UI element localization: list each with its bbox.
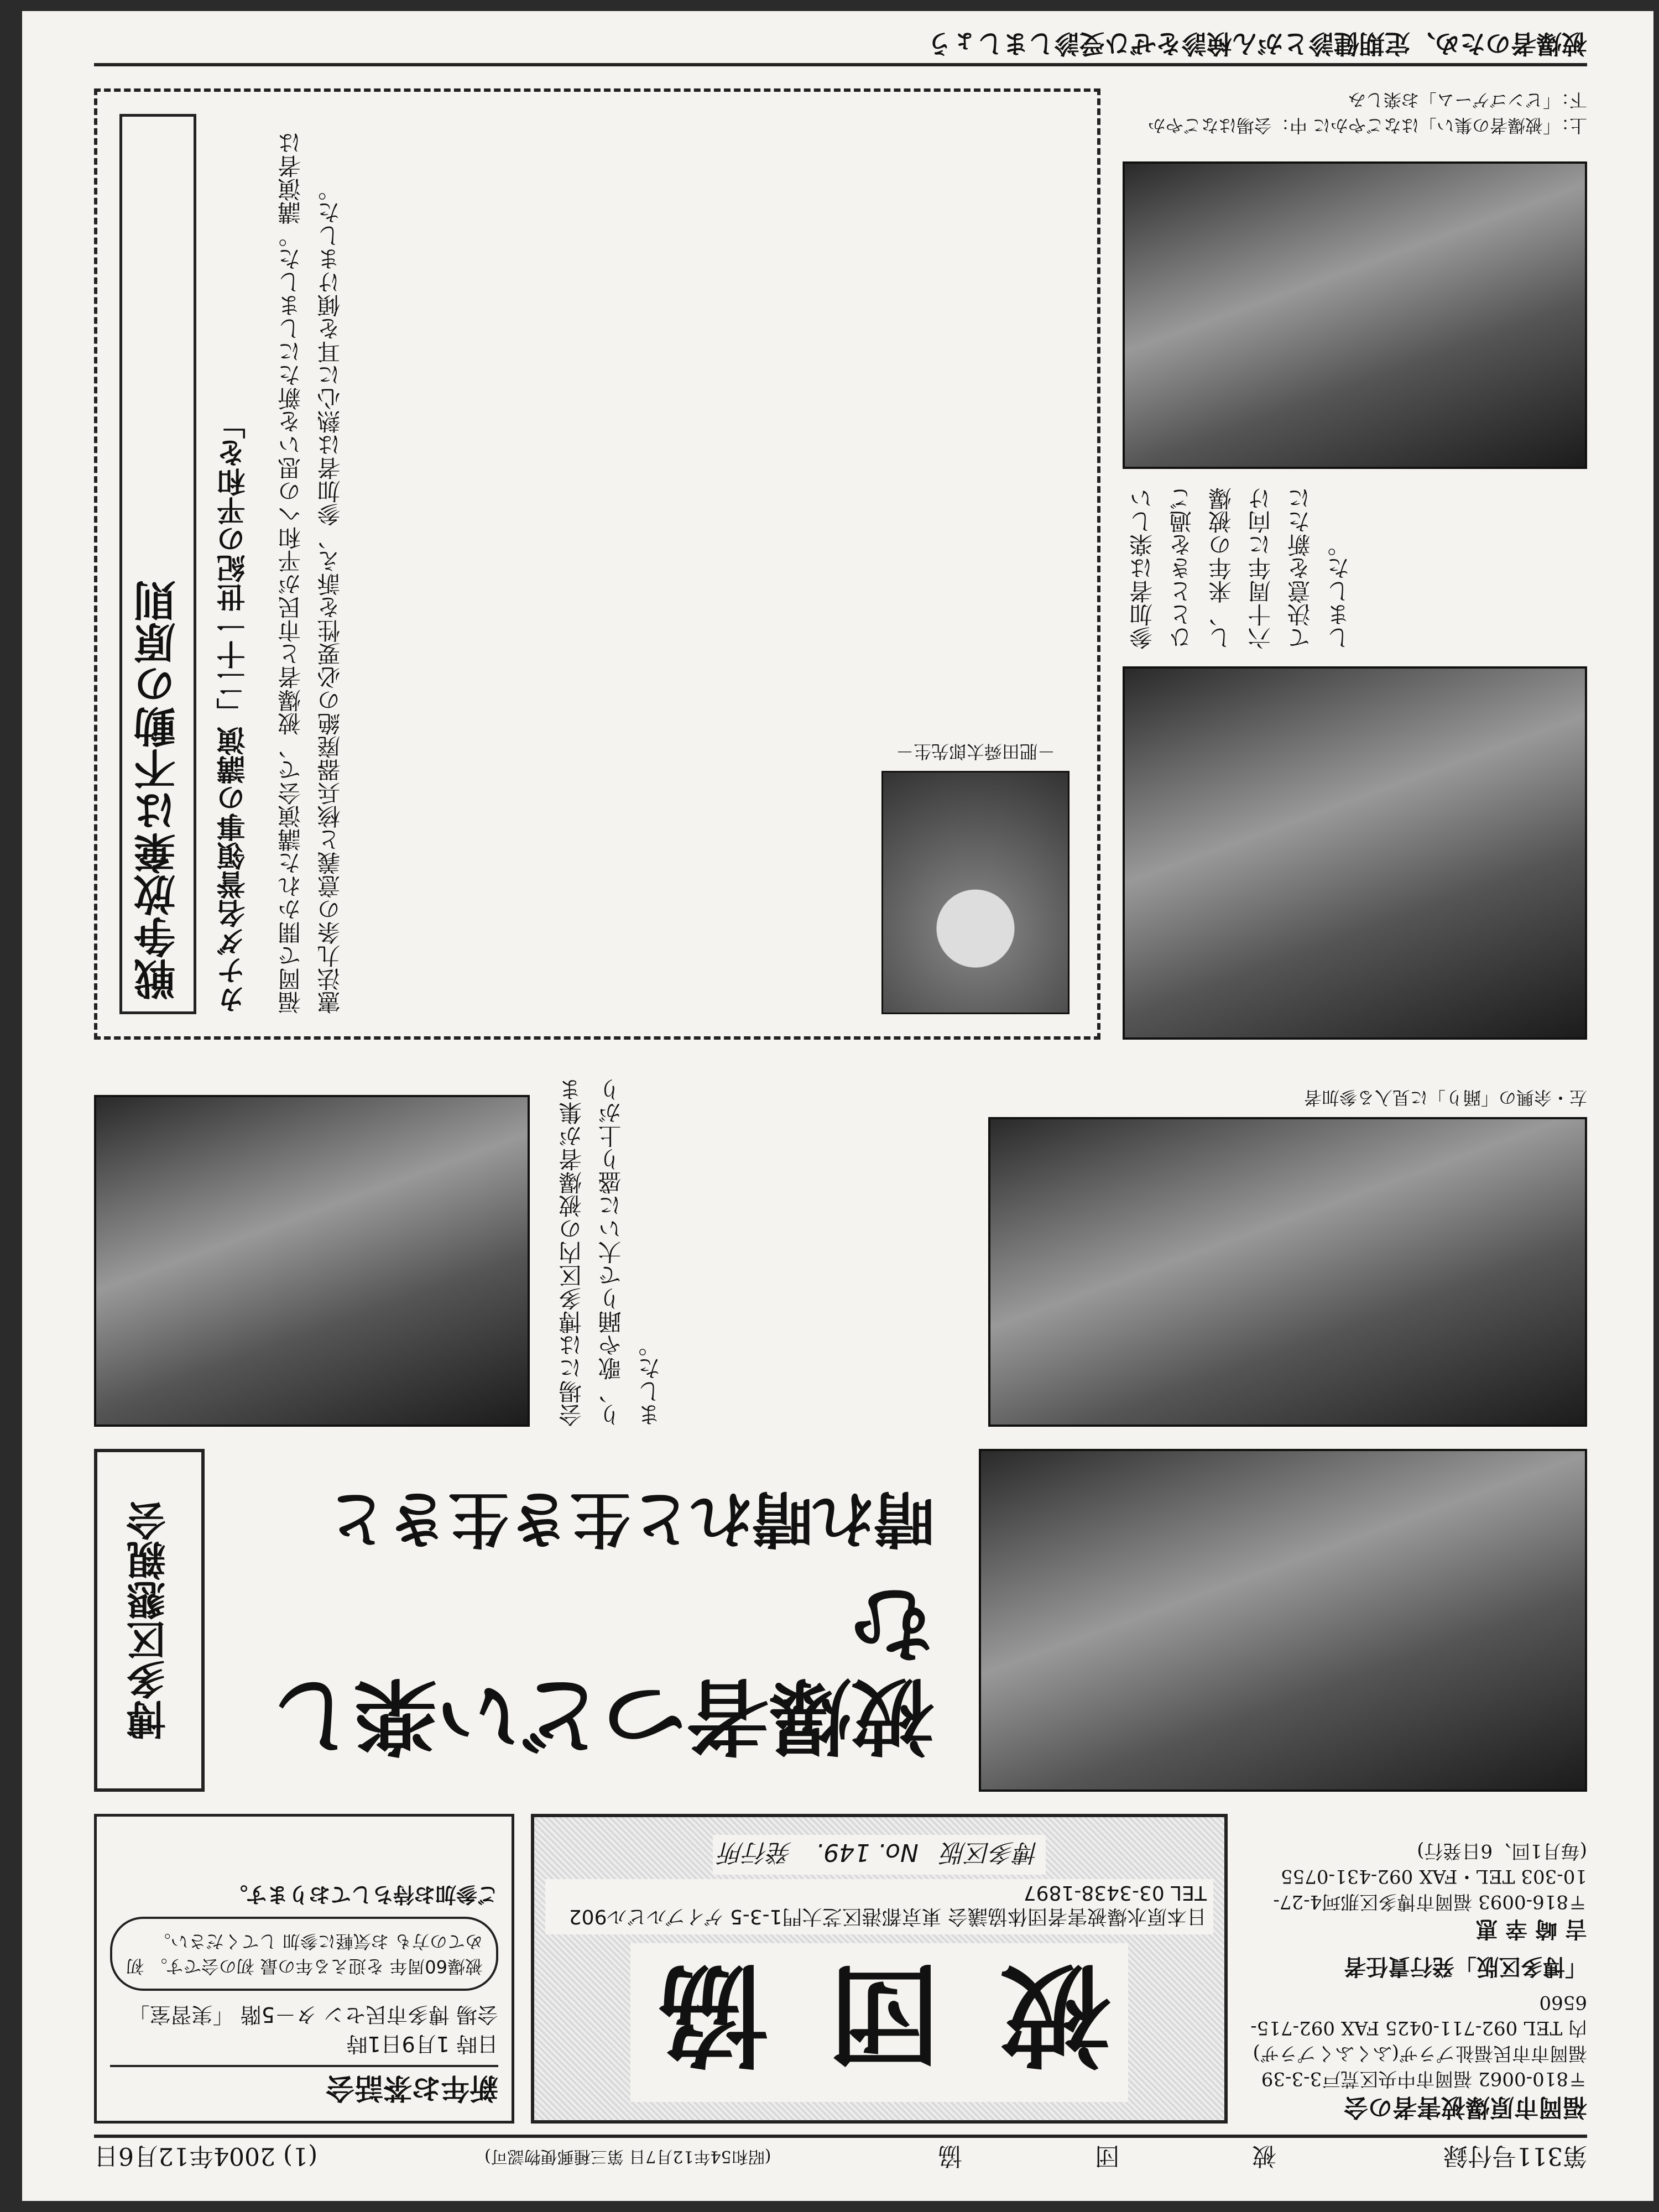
middle-text-column: 会場には博多区内の被爆者が集まり、歌や踊りで大いに盛り上がりました。 (557, 1078, 664, 1427)
paper-char-mid: 団 (1095, 2142, 1120, 2170)
audience-photo (988, 1117, 1587, 1427)
issue-supplement: 第311号付録 (1443, 2142, 1587, 2170)
portrait-caption: －肥田舜太郎先生－ (896, 741, 1056, 762)
article-headline: 戦争放棄は不動の原則 (119, 114, 196, 1014)
newspaper-page (22, 11, 1653, 2201)
bingo-photo (1123, 161, 1587, 469)
side-text-column: 参加者は楽しいひとときを過ごし、来年の被爆六十周年に向けて決意を新たにしました。 (1129, 487, 1353, 650)
publisher-mark: 発行所 (719, 1838, 793, 1867)
event-date: 日時 1月9日1時 (346, 2032, 498, 2057)
standing-photo (1123, 666, 1587, 1040)
header-bar (94, 2135, 1587, 2179)
sub-headline: 晴れ晴れと生き生きと (326, 1483, 935, 1554)
dance-photo (979, 1449, 1587, 1792)
portrait-photo (881, 771, 1070, 1014)
masthead (94, 1814, 1587, 2124)
paper-title: 被 団 協 (630, 1944, 1128, 2103)
issue-date: (1) 2004年12月6日 (94, 2142, 318, 2170)
org-address: 〒810-0062 福岡市中央区荒戸3-3-39 福岡市市民福祉プラザ(ふくふくプラザ)内 TEL 092-711-0425 FAX 092-715-6560 (1250, 1991, 1587, 2090)
paper-char-right: 協 (938, 2142, 963, 2170)
branch-note: (毎月1回、6日発行) (1417, 1840, 1587, 1863)
audience-caption: 左・余興の「踊り」に見入る参加者 (1303, 1087, 1587, 1108)
bingo-caption: 上：「被爆者の集い」はなごやかに 中：会場はなごやか 下：「ビンゴゲーム」お楽しみ (1147, 90, 1587, 136)
event-tail: ご参加お待ちしております。 (227, 1882, 498, 1907)
headline-text (227, 1449, 957, 1792)
speaker-photo (94, 1095, 530, 1427)
event-notice (94, 1814, 514, 2124)
main-headline: 被爆者つどい楽しむ (270, 1575, 935, 1764)
postal-note: (昭和54年12月7日 第三種郵便物認可) (484, 2147, 771, 2166)
org-info (1244, 1814, 1587, 2124)
article-portrait (876, 114, 1075, 1014)
edition-line (713, 1835, 1046, 1875)
footer-banner: 被爆者のため、定期健診とがん検診をぜひ受診しましょう (94, 28, 1587, 66)
event-venue: 会場 博多市民セン タ－5階 「実習室」 (128, 2002, 498, 2027)
branch-role: 「博多区版」発行責任者 (1344, 1954, 1587, 1980)
event-title: 新年お茶話会 (110, 2065, 498, 2107)
article-subhead: カナダ名誉領事の講演「二十一世紀の平和を」 (217, 410, 251, 1014)
org-name: 福岡市原爆被害者の会 (1344, 2093, 1587, 2121)
branch-address: 〒816-0093 福岡市博多区那珂4-27-10-303 TEL・FAX 092-431-0755 (1273, 1865, 1587, 1913)
section-tag: 博多区懇親会 (94, 1449, 205, 1792)
paper-title-box (531, 1814, 1228, 2124)
branch-person: 吉 崎 幸 恵 (1475, 1916, 1587, 1943)
portrait-photo-wrap (94, 1073, 530, 1427)
article-body: 福岡で開かれた講演会で、被爆者と市民が平和への思いを新たにしました。講演者は憲法九条の意義と核兵器廃絶の必要性を訴え、参加者は熱心に耳を傾けました。 (277, 132, 344, 1014)
publisher-info: 日本原水爆被害者団体協議会 東京都港区芝大門1-3-5 ゲイブルビル902 TEL 03-3438-1897 (545, 1880, 1213, 1935)
edition-label: 博多区版 (941, 1838, 1039, 1867)
audience-photo-wrap (988, 1073, 1587, 1427)
issue-number: No. 149. (816, 1838, 919, 1867)
headline-area (94, 1449, 1587, 1792)
middle-section (94, 1073, 1587, 1427)
side-column (1123, 88, 1587, 1040)
event-bubble: 被爆60周年 を迎える年の最 初の会です。 初めての方も お気軽に参加 してください。 (110, 1917, 498, 1991)
lecture-article (94, 88, 1100, 1040)
paper-char-left: 被 (1252, 2142, 1277, 2170)
